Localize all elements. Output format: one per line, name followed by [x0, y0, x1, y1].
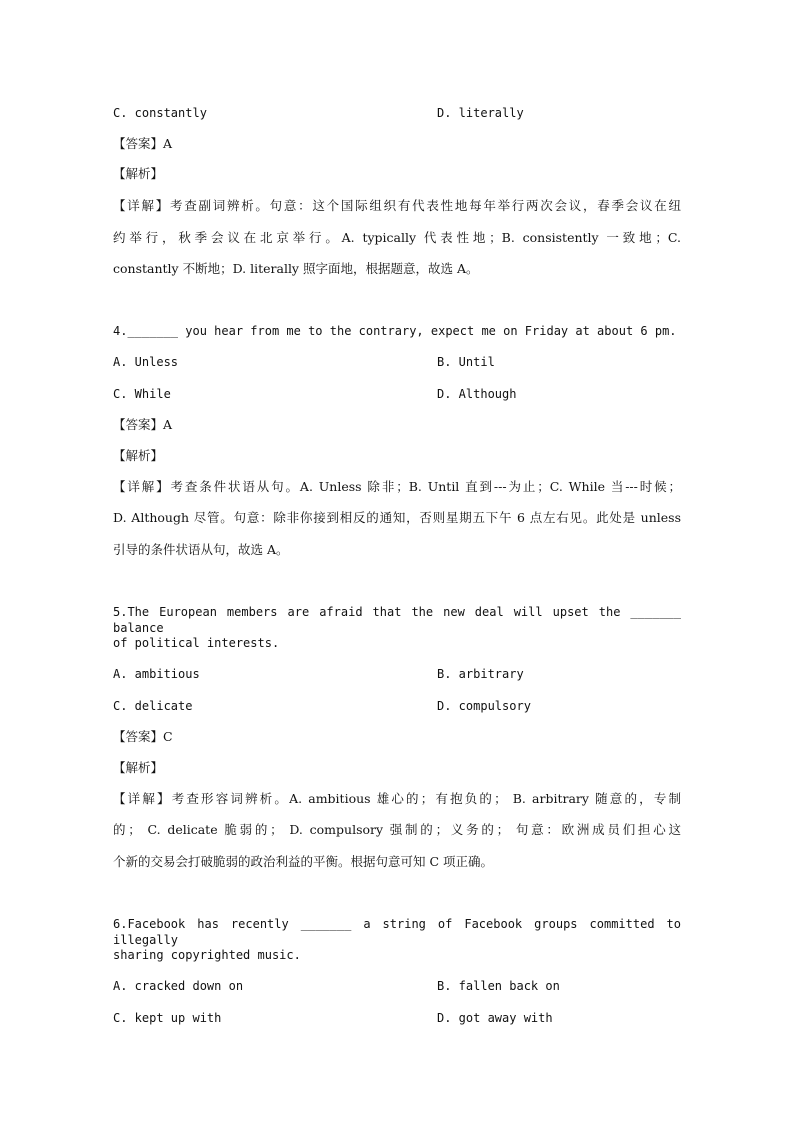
q5-analysis-label: 【解析】: [113, 760, 164, 775]
q4-detail-line2: D. Although 尽管。句意：除非你接到相反的通知，否则星期五下午 6 点左右见。此处是 unless: [113, 510, 681, 525]
q6-option-b: B. fallen back on: [437, 979, 560, 993]
q3-option-d: D. literally: [437, 106, 524, 120]
q5-detail-line2: 的； C. delicate 脆弱的； D. compulsory 强制的；义务的； 句意：欧洲成员们担心这: [113, 822, 681, 837]
q6-stem-line2: sharing copyrighted music.: [113, 948, 301, 962]
q6-options-row2: [113, 1010, 681, 1026]
q5-stem-line2: of political interests.: [113, 636, 280, 650]
q4-answer: 【答案】A: [113, 417, 173, 432]
q5-option-d: D. compulsory: [437, 699, 531, 713]
q6-option-d: D. got away with: [437, 1011, 553, 1025]
q5-option-a: A. ambitious: [113, 667, 200, 681]
q3-analysis-label: 【解析】: [113, 166, 164, 181]
q3-option-c: C. constantly: [113, 106, 207, 120]
q3-detail-line2: 约举行，秋季会议在北京举行。A. typically 代表性地；B. consistently 一致地；C.: [113, 230, 681, 245]
q6-options-row1: [113, 978, 681, 994]
q3-answer: 【答案】A: [113, 136, 173, 151]
q3-detail-line3: constantly 不断地；D. literally 照字面地，根据题意，故选 A。: [113, 261, 479, 276]
q4-analysis-label: 【解析】: [113, 448, 164, 463]
q4-stem: 4._______ you hear from me to the contrary, expect me on Friday at about 6 pm.: [113, 324, 677, 338]
q4-option-d: D. Although: [437, 387, 517, 401]
q4-options-row2: [113, 386, 681, 402]
q5-stem-line1: 5.The European members are afraid that the new deal will upset the _______ balance: [113, 605, 681, 635]
q4-option-c: C. While: [113, 387, 171, 401]
q3-options-row: [113, 105, 681, 121]
q5-detail-line3: 个新的交易会打破脆弱的政治利益的平衡。根据句意可知 C 项正确。: [113, 854, 494, 869]
q3-detail-line1: 【详解】考查副词辨析。句意：这个国际组织有代表性地每年举行两次会议，春季会议在纽: [113, 198, 681, 213]
q4-detail-line3: 引导的条件状语从句，故选 A。: [113, 542, 289, 557]
q6-option-a: A. cracked down on: [113, 979, 244, 993]
q6-stem-line1: 6.Facebook has recently _______ a string of Facebook groups committed to illegally: [113, 917, 681, 947]
q4-option-a: A. Unless: [113, 355, 179, 369]
q5-detail-line1: 【详解】考查形容词辨析。A. ambitious 雄心的；有抱负的； B. arbitrary 随意的，专制: [113, 791, 681, 806]
q4-options-row1: [113, 354, 681, 370]
q6-option-c: C. kept up with: [113, 1011, 222, 1025]
q5-option-b: B. arbitrary: [437, 667, 524, 681]
q5-option-c: C. delicate: [113, 699, 193, 713]
q4-option-b: B. Until: [437, 355, 495, 369]
q5-options-row1: [113, 666, 681, 682]
q4-detail-line1: 【详解】考查条件状语从句。A. Unless 除非；B. Until 直到---为止；C. While 当---时候；: [113, 479, 681, 494]
q5-answer: 【答案】C: [113, 729, 173, 744]
q5-options-row2: [113, 698, 681, 714]
